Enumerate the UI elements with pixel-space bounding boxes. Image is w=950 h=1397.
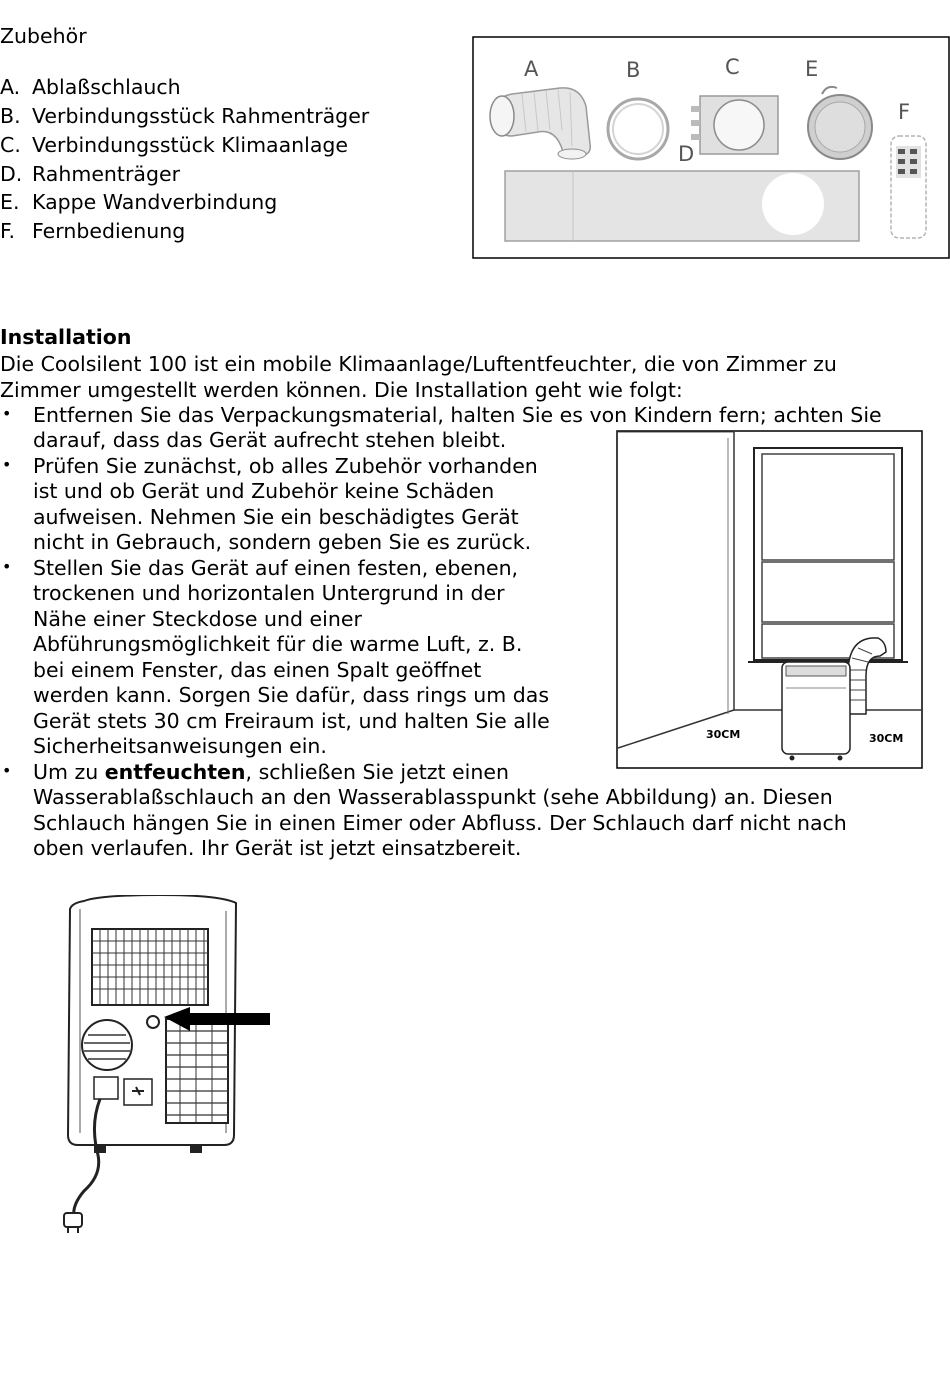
item-letter: B. [0,104,21,128]
item-label: Rahmenträger [32,162,181,186]
item-label: Verbindungsstück Klimaanlage [32,133,349,157]
list-item [0,219,185,243]
bullet-line: Schlauch hängen Sie in einen Eimer oder Abfluss. Der Schlauch darf nicht nach [33,811,847,835]
list-item [0,190,277,214]
figure-label-b: B [626,58,641,82]
accessories-figure [472,36,950,260]
item-letter: E. [0,190,20,214]
window-installation-figure [616,430,924,770]
bullet-marker: • [2,404,12,423]
ac-unit-image [782,662,850,761]
bullet-line: ist und ob Gerät und Zubehör keine Schäden [33,479,495,503]
item-letter: D. [0,162,23,186]
bullet-line: Abführungsmöglichkeit für die warme Luft, z. B. [33,632,523,656]
bullet-line: trockenen und horizontalen Untergrund in der [33,581,505,605]
bullet-line: bei einem Fenster, das einen Spalt geöffnet [33,658,482,682]
figure-label-e: E [805,57,819,81]
accessories-title: Zubehör [0,24,87,48]
item-label: Ablaßschlauch [32,75,181,99]
round-vent-image [82,1020,132,1070]
bullet-line: darauf, dass das Gerät aufrecht stehen bleibt. [33,428,507,452]
bullet-line: oben verlaufen. Ihr Gerät ist jetzt einsatzbereit. [33,836,522,860]
item-letter: F. [0,219,16,243]
list-item [0,133,348,157]
text-run: , schließen Sie jetzt einen [245,760,509,784]
emphasis-text: entfeuchten [104,760,246,784]
bullet-marker: • [2,761,12,780]
figure-label-c: C [725,55,740,79]
text-run: Um zu [33,760,105,784]
item-letter: C. [0,133,21,157]
paragraph-line: Zimmer umgestellt werden können. Die Installation geht wie folgt: [0,378,683,402]
item-label: Kappe Wandverbindung [32,190,278,214]
bullet-line: nicht in Gebrauch, sondern geben Sie es zurück. [33,530,532,554]
figure-label-d: D [678,142,695,166]
unit-rear-drain-figure [40,895,275,1235]
clearance-label-right: 30CM [869,732,904,745]
bullet-line: werden kann. Sorgen Sie dafür, dass rings um das [33,683,550,707]
bullet-line: Wasserablaßschlauch an den Wasserablasspunkt (sehe Abbildung) an. Diesen [33,785,833,809]
bullet-line [33,760,509,784]
bullet-line: Entfernen Sie das Verpackungsmaterial, halten Sie es von Kindern fern; achten Sie [33,403,882,427]
item-letter: A. [0,75,21,99]
clearance-label-left: 30CM [706,728,741,741]
remote-control-image [891,136,926,238]
upper-grille-image [92,929,208,1005]
bullet-marker: • [2,455,12,474]
figure-label-a: A [524,57,539,81]
bullet-line: Sicherheitsanweisungen ein. [33,734,327,758]
bullet-line: Stellen Sie das Gerät auf einen festen, ebenen, [33,556,519,580]
paragraph-line: Die Coolsilent 100 ist ein mobile Klimaanlage/Luftentfeuchter, die von Zimmer zu [0,352,837,376]
ac-connector-image [691,96,778,154]
lower-grille-image [166,1019,228,1123]
bullet-line: aufweisen. Nehmen Sie ein beschädigtes Gerät [33,505,519,529]
window-image [748,448,908,662]
item-label: Verbindungsstück Rahmenträger [32,104,370,128]
list-item [0,75,181,99]
bullet-line: Gerät stets 30 cm Freiraum ist, und halten Sie alle [33,709,550,733]
bullet-line: Nähe einer Steckdose und einer [33,607,362,631]
item-label: Fernbedienung [32,219,186,243]
installation-heading: Installation [0,325,132,349]
bullet-line: Prüfen Sie zunächst, ob alles Zubehör vorhanden [33,454,538,478]
frame-rail-image [505,171,859,241]
bullet-marker: • [2,557,12,576]
list-item [0,162,180,186]
drain-point [147,1016,159,1028]
list-item [0,104,369,128]
figure-label-f: F [898,100,911,124]
